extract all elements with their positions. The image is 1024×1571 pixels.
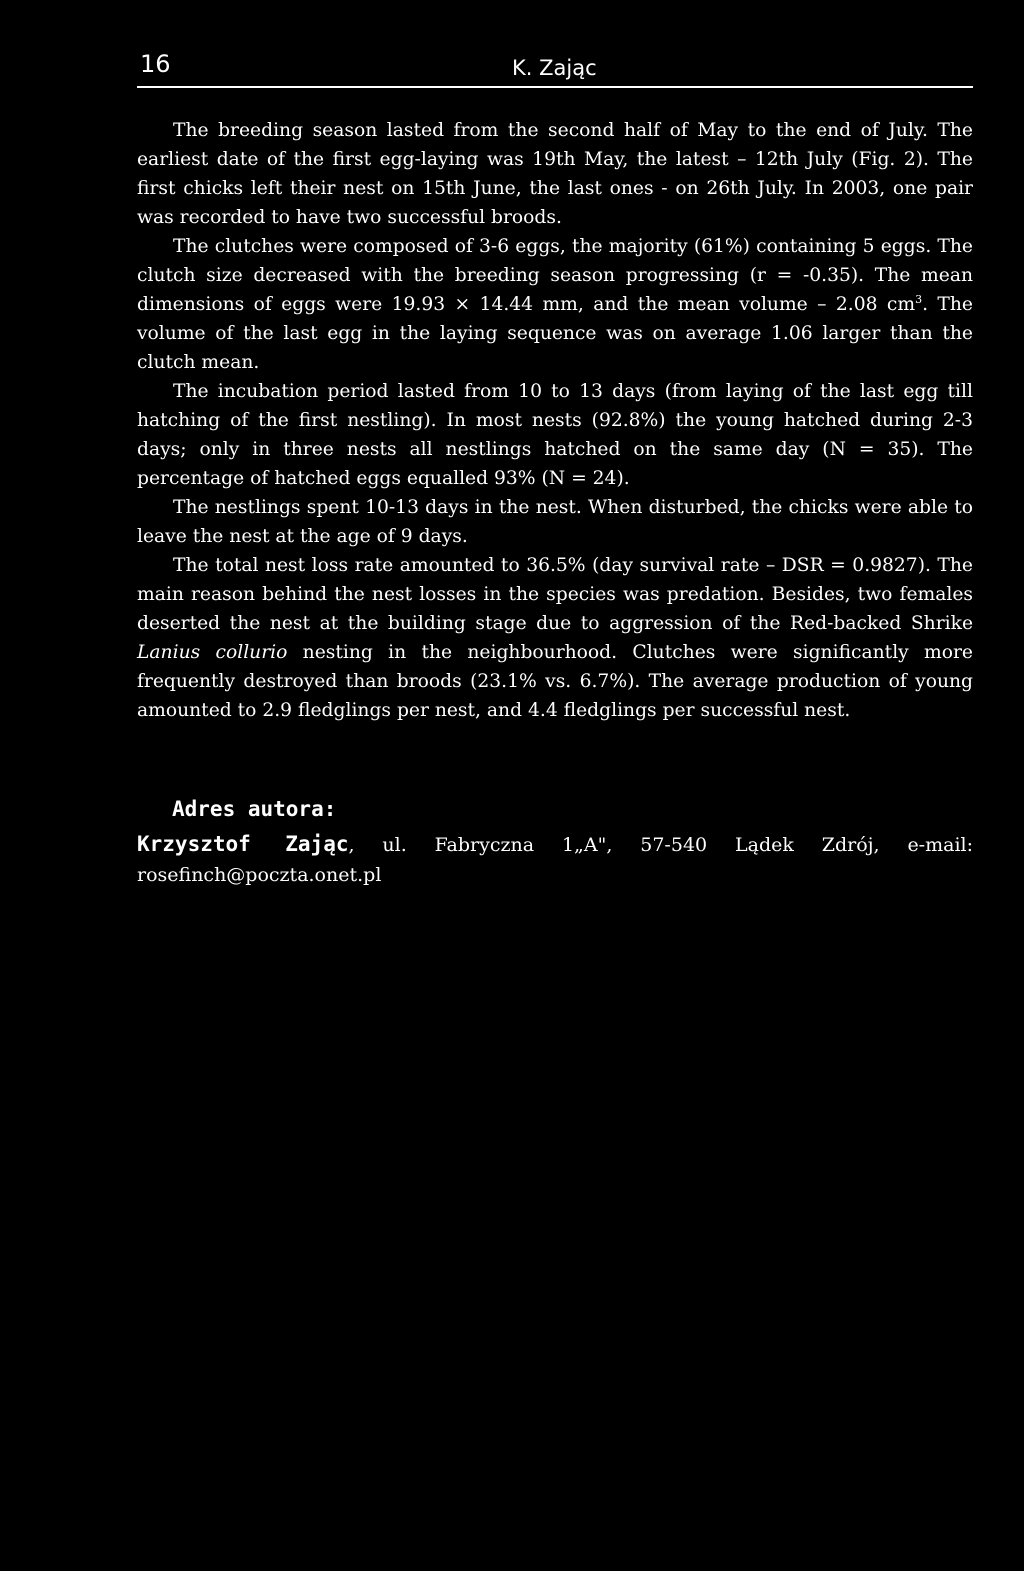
paragraph-clutches	[137, 232, 973, 377]
author-name: Krzysztof Zając	[137, 832, 349, 856]
paragraph-text: The nestlings spent 10-13 days in the nest. When disturbed, the chicks were able to leave the nest at the age of 9 days.	[137, 497, 973, 547]
paragraph-incubation	[137, 377, 973, 493]
body-text	[137, 116, 973, 725]
author-address	[137, 829, 973, 890]
paragraph-text: The incubation period lasted from 10 to 13 days (from laying of the last egg till hatching of the first nestling). In most nests (92.8%) the young hatched during 2-3 days; only in three nests all nestlings hatched on the same day (N = 35). The percentage of hatched eggs equalled 93% (N = 24).	[137, 381, 973, 489]
paragraph-text: The total nest loss rate amounted to 36.5% (day survival rate – DSR = 0.9827). The main reason behind the nest losses in the species was predation. Besides, two females deserted the nest at the building stage due to aggression of the Red-backed Shrike	[137, 555, 973, 634]
page-header	[137, 46, 973, 88]
address-heading: Adres autora:	[172, 797, 337, 821]
address-details: , ul. Fabryczna 1„A", 57-540 Lądek Zdrój, e-mail: rosefinch@poczta.onet.pl	[137, 834, 974, 886]
superscript-unit: 3	[915, 292, 923, 306]
paragraph-text: nesting in the neighbourhood. Clutches were significantly more frequently destroyed than broods (23.1% vs. 6.7%). The average production of young amounted to 2.9 fledglings per nest, and 4.4 fledglings per successful nest.	[137, 642, 973, 721]
running-head: K. Zając	[512, 56, 597, 80]
paragraph-text: The clutches were composed of 3-6 eggs, the majority (61%) containing 5 eggs. The clutch size decreased with the breeding season progressing (r = -0.35). The mean dimensions of eggs were 19.93 × 14.44 mm, and the mean volume – 2.08 cm	[137, 236, 973, 315]
page-number: 16	[140, 50, 171, 78]
paragraph-text: The breeding season lasted from the second half of May to the end of July. The earliest date of the first egg-laying was 19th May, the latest – 12th July (Fig. 2). The first chicks left their nest on 15th June, the last ones - on 26th July. In 2003, one pair was recorded to have two successful broods.	[137, 120, 973, 228]
paragraph-nest-loss	[137, 551, 973, 725]
paragraph-text: . The volume of the last egg in the laying sequence was on average 1.06 larger than the clutch mean.	[137, 294, 973, 373]
species-name: Lanius collurio	[137, 642, 288, 663]
paragraph-breeding-season	[137, 116, 973, 232]
paragraph-nestlings	[137, 493, 973, 551]
